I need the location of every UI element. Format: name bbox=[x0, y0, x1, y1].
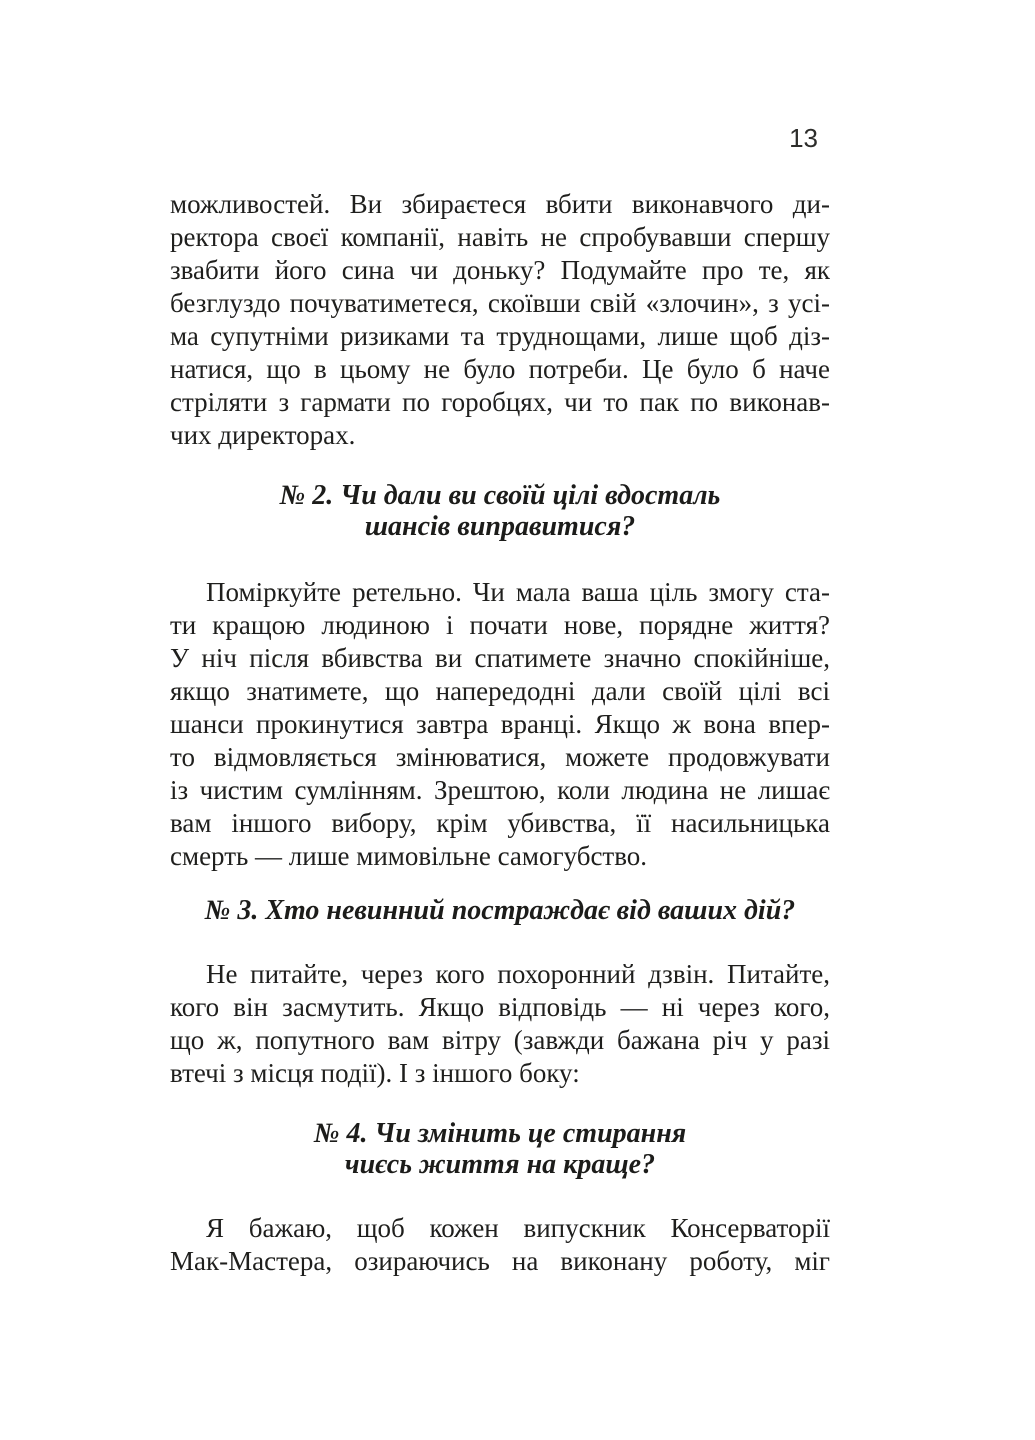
text-line: ректора своєї компанії, навіть не спробувавши спершу bbox=[170, 222, 830, 252]
text-line: звабити його сина чи доньку? Подумайте про те, як bbox=[170, 255, 830, 285]
page-number: 13 bbox=[789, 123, 818, 153]
text-line: що ж, попутного вам вітру (завжди бажана річ у разі bbox=[170, 1025, 830, 1055]
text-line: вам іншого вибору, крім убивства, її насильницька bbox=[170, 808, 830, 838]
paragraph bbox=[170, 1212, 830, 1278]
text-line: ти кращою людиною і почати нове, порядне життя? bbox=[170, 610, 830, 640]
text-line: Я бажаю, щоб кожен випускник Консерваторії bbox=[206, 1213, 830, 1243]
heading-line: № 2. Чи дали ви своїй цілі вдосталь bbox=[279, 480, 721, 511]
text-line: У ніч після вбивства ви спатимете значно спокійніше, bbox=[170, 643, 830, 673]
text-line: натися, що в цьому не було потреби. Це було б наче bbox=[170, 354, 830, 384]
paragraph bbox=[170, 576, 830, 873]
heading-line: чиєсь життя на краще? bbox=[344, 1149, 656, 1180]
text-line: Мак-Мастера, озираючись на виконану роботу, міг bbox=[170, 1246, 830, 1276]
text-line: чих директорах. bbox=[170, 420, 356, 450]
text-line: кого він засмутить. Якщо відповідь — ні через кого, bbox=[170, 992, 830, 1022]
section-heading-4 bbox=[170, 1118, 830, 1180]
section-heading-2 bbox=[170, 480, 830, 542]
text-line: шанси прокинутися завтра вранці. Якщо ж вона впер- bbox=[170, 709, 830, 739]
text-line: безглуздо почуватиметеся, скоївши свій «злочин», з усі- bbox=[170, 288, 830, 318]
paragraph bbox=[170, 958, 830, 1090]
text-line: втечі з місця події). І з іншого боку: bbox=[170, 1058, 580, 1088]
text-line: стріляти з гармати по горобцях, чи то пак по виконав- bbox=[170, 387, 830, 417]
text-line: із чистим сумлінням. Зрештою, коли людина не лишає bbox=[170, 775, 830, 805]
text-column bbox=[170, 0, 830, 1278]
text-line: Поміркуйте ретельно. Чи мала ваша ціль змогу ста- bbox=[206, 577, 830, 607]
heading-line: шансів виправитися? bbox=[364, 511, 636, 542]
text-line: ма супутніми ризиками та труднощами, лише щоб діз- bbox=[170, 321, 830, 351]
text-line: то відмовляється змінюватися, можете продовжувати bbox=[170, 742, 830, 772]
heading-line: № 3. Хто невинний постраждає від ваших дій? bbox=[204, 895, 796, 926]
paragraph-continuation bbox=[170, 188, 830, 452]
heading-line: № 4. Чи змінить це стирання bbox=[313, 1118, 687, 1149]
text-line: якщо знатимете, що напередодні дали своїй цілі всі bbox=[170, 676, 830, 706]
section-heading-3 bbox=[170, 895, 830, 926]
text-line: Не питайте, через кого похоронний дзвін. Питайте, bbox=[206, 959, 830, 989]
text-line: смерть — лише мимовільне самогубство. bbox=[170, 841, 648, 871]
text-line: можливостей. Ви збираєтеся вбити виконавчого ди- bbox=[170, 189, 830, 219]
